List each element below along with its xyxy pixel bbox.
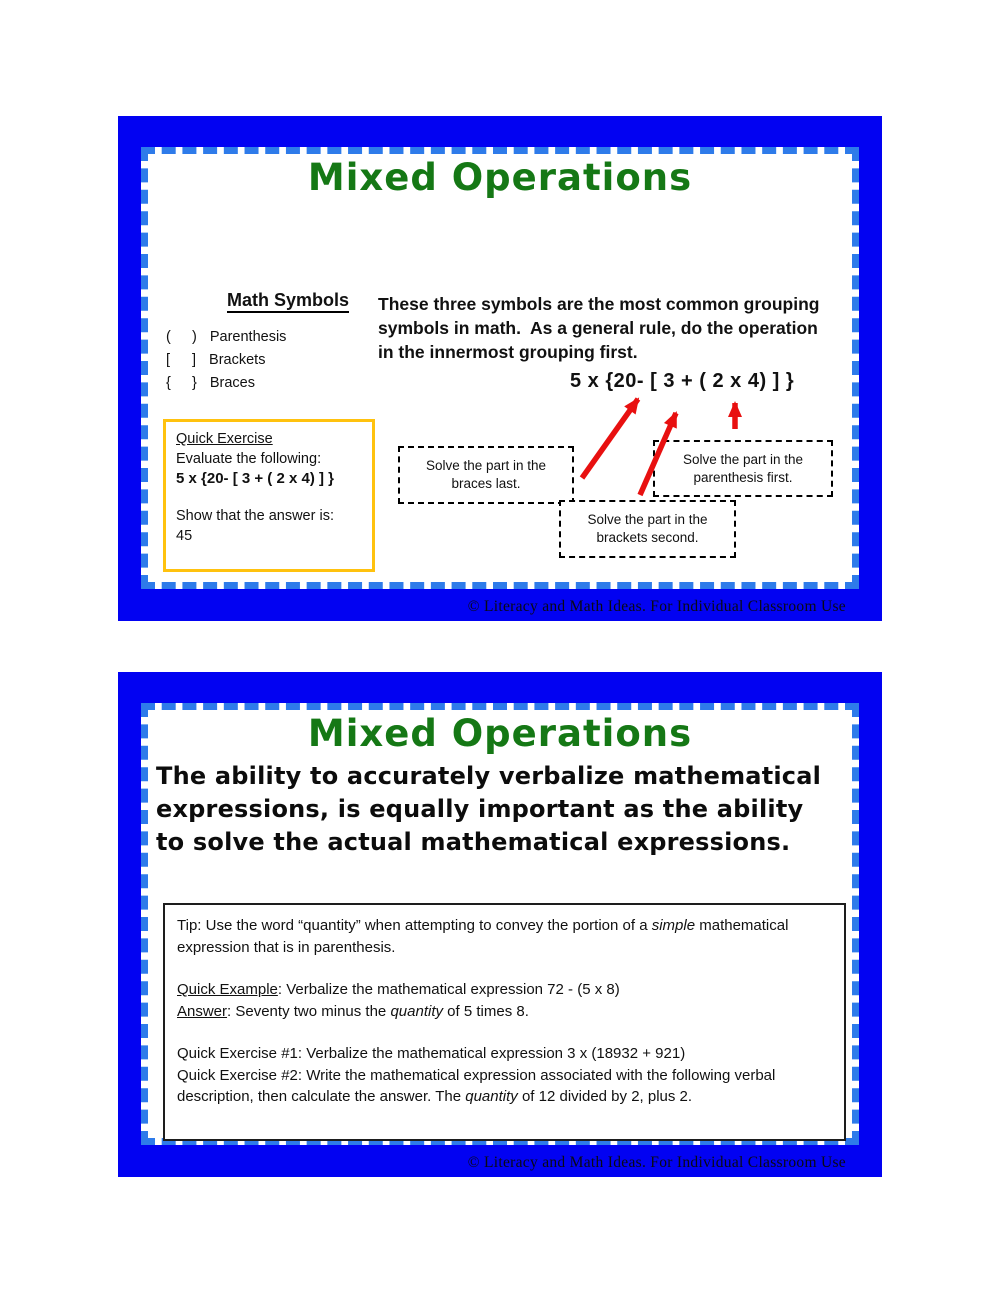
close-bracket-glyph: ] (192, 352, 197, 368)
quick-exercise-heading: Quick Exercise (176, 431, 273, 447)
close-brace-glyph: } (192, 375, 197, 391)
quick-exercise-box (163, 419, 375, 572)
answer-label: Answer (177, 1002, 228, 1020)
symbol-label: Braces (209, 375, 255, 391)
callout-brackets-second-text: Solve the part in the brackets second. (587, 512, 708, 545)
quick-exercise-show-line: Show that the answer is: (176, 508, 334, 524)
symbol-row-parenthesis (166, 326, 286, 349)
quick-example-label: Quick Example (177, 981, 278, 998)
quick-exercises-paragraph (177, 1043, 832, 1108)
quick-example-text: : Verbalize the mathematical expression 72 - (5 x 8) (277, 981, 620, 998)
tip-text-end: mathematical expression that is in parenthesis. (177, 917, 789, 956)
quick-exercise-expression: 5 x {20- [ 3 + ( 2 x 4) ] } (176, 470, 334, 487)
quick-exercise-answer: 45 (176, 528, 193, 544)
open-brace-glyph: { (166, 375, 171, 391)
close-paren-glyph: ) (192, 329, 197, 345)
callout-braces-last-text: Solve the part in the braces last. (425, 458, 547, 491)
math-symbols-heading-text: Math Symbols (227, 290, 349, 313)
quick-exercise-prompt: Evaluate the following: (176, 451, 322, 467)
quick-example-line (177, 979, 832, 1001)
quick-example-paragraph (177, 979, 832, 1022)
slide-2 (118, 672, 882, 1177)
answer-line (177, 1001, 832, 1023)
callout-braces-last (398, 446, 574, 504)
answer-italic-word: quantity (390, 1002, 443, 1020)
answer-text: : Seventy two minus the (227, 1002, 391, 1020)
quick-exercise-2-text: Quick Exercise #2: Write the mathematical expression associated with the following verbal description, then calculate the answer. The (177, 1066, 776, 1105)
answer-text-end: of 5 times 8. (443, 1002, 529, 1020)
quick-exercise-1-line: Quick Exercise #1: Verbalize the mathematical expression 3 x (18932 + 921) (177, 1045, 686, 1062)
grouping-intro-paragraph: These three symbols are the most common grouping symbols in math. As a general rule, do the operation in the innermost grouping first. (378, 294, 825, 362)
slide-1-title: Mixed Operations (307, 156, 693, 199)
tip-text: Tip: Use the word “quantity” when attempting to convey the portion of a (177, 917, 652, 934)
tip-paragraph (177, 915, 832, 958)
callout-brackets-second (559, 500, 736, 558)
callout-parenthesis-first (653, 440, 833, 497)
tip-italic-word: simple (651, 917, 696, 934)
callout-parenthesis-first-text: Solve the part in the parenthesis first. (682, 451, 804, 485)
math-symbols-heading (198, 290, 378, 311)
symbol-label: Parenthesis (209, 329, 287, 345)
quick-exercise-2-text-end: of 12 divided by 2, plus 2. (517, 1088, 693, 1105)
copyright-notice: © Literacy and Math Ideas. For Individual Classroom Use (467, 1154, 846, 1171)
open-bracket-glyph: [ (166, 352, 171, 368)
quick-exercise-2-line (177, 1065, 832, 1108)
quick-exercise-2-italic-word: quantity (465, 1088, 518, 1105)
copyright-notice: © Literacy and Math Ideas. For Individual Classroom Use (467, 598, 846, 615)
grouping-expression: 5 x {20- [ 3 + ( 2 x 4) ] } (570, 370, 795, 392)
slide-2-title: Mixed Operations (307, 712, 693, 755)
symbol-row-brackets (166, 349, 286, 372)
slide-1 (118, 116, 882, 621)
verbalize-intro-paragraph: The ability to accurately verbalize mathematical expressions, is equally important as the ability to solve the actual mathematical expressions. (156, 762, 822, 856)
math-symbols-list (166, 326, 286, 395)
tip-box (163, 903, 846, 1141)
open-paren-glyph: ( (166, 329, 171, 345)
symbol-row-braces (166, 372, 286, 395)
symbol-label: Brackets (209, 352, 266, 368)
